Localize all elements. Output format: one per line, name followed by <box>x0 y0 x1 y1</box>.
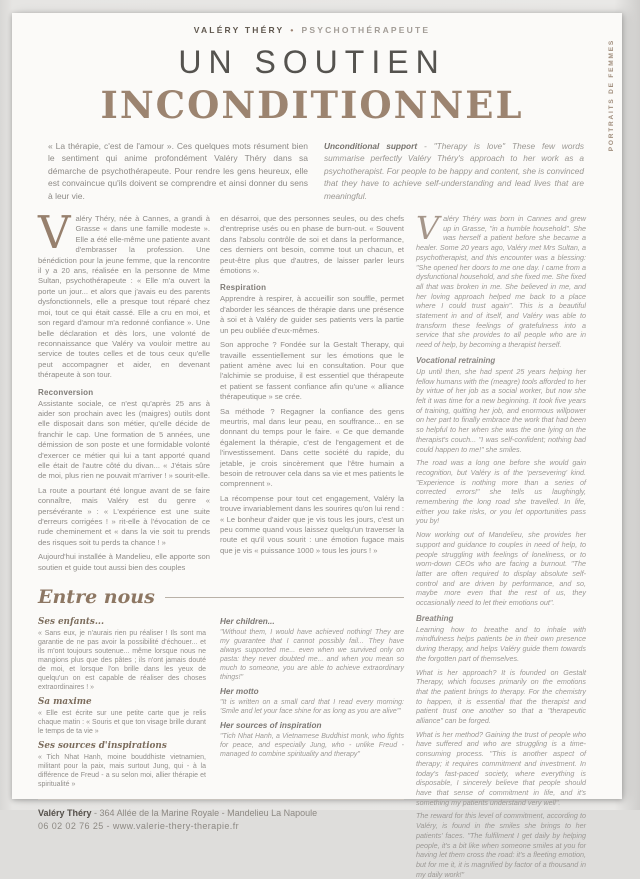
intro-english-lead: Unconditional support <box>324 141 418 151</box>
subheading-vocational-retraining: Vocational retraining <box>416 355 496 365</box>
paragraph: Now working out of Mandelieu, she provides her support and guidance to couples in need of help, to people struggling with feelings of loneliness, or to worn-down CEOs who are facing a burnout. "The latter are often required to display absolute self-control and are driven by performance, and so, maybe more even that the rest of us, they occasionally need to let their emotions out". <box>416 530 586 608</box>
paragraph: « Tich Nhat Hanh, moine bouddhiste vietnamien, militant pour la paix, mais surtout Jung, qui - à la différence de Freud - a su selon moi, allier thérapie et spiritualité » <box>38 754 206 789</box>
contact-footer <box>38 799 404 831</box>
french-column-2 <box>220 214 404 573</box>
footer-rule <box>38 799 404 800</box>
subheading-her-sources: Her sources of inspiration <box>220 721 322 731</box>
paragraph: What is her approach? It is founded on Gestalt Therapy, which focuses primarily on the emotions that the patient brings to therapy. For the chemistry to happen, it is essential that the therapist and patient trust one another so that a "therapeutic alliance" can be forged. <box>416 667 586 726</box>
english-column <box>416 209 586 879</box>
french-columns <box>38 206 404 573</box>
paragraph: Sa méthode ? Regagner la confiance des gens meurtris, mal dans leur peau, en souffrance... en se donnant du temps pour le faire. « Ce que demande également la thérapie, c'est de l'engagement et de l'investissement. Dans cette société du rapide, du jetable, je crois sincèrement que l'être humain a besoin de retrouver cela dans sa vie et mes patients le comprennent ». <box>220 406 404 489</box>
kicker <box>38 25 586 35</box>
paragraph: « Sans eux, je n'aurais rien pu réaliser ! Ils sont ma garantie de ne pas avoir la possibilité d'échouer... et ils m'ont toujours soutenue... même lorsque nous ne mangions plus que des pâtes ; ils n'ont jamais douté de moi, et lorsque l'on brille dans les yeux de quelqu'un on est capable de réaliser des choses extraordinaires ! » <box>38 630 206 692</box>
intro-row <box>48 140 584 202</box>
paragraph: Aujourd'hui installée à Mandelieu, elle apporte son soutien et guide tout aussi bien des couples <box>38 552 210 572</box>
paragraph: Apprendre à respirer, à accueillir son souffle, permet d'aborder les séances de thérapie dans une présence à soi et à Valéry de guider ses patients vers la partie un peu oubliée d'eux-mêmes. <box>220 294 404 335</box>
paragraph-text: aléry Théry was born in Cannes and grew up in Grasse, "in a humble household". She was herself a patient before she became a healer. Some 20 years ago, Valéry met Mrs Sultan, a psychotherapist, and this encounter was a blessing: "She opened her doors to me one day. I came from a dysfunctional household, and she fixed me. She fixed all that was broken in me. She believed in me, and her loving approach helped me back to a place where I could trust again". This is a beautiful statement in and of itself, and Valéry was able to transform these feelings of gratefulness into a service that she provides to all people who are in need of help, by becoming a therapist herself. <box>416 214 586 350</box>
entre-nous-english <box>220 612 404 789</box>
entre-nous-title: Entre nous <box>38 586 155 609</box>
footer-address-line <box>38 808 404 818</box>
intro-english <box>324 140 584 202</box>
paragraph: Assistante sociale, ce n'est qu'après 25 ans à aider son prochain avec les (maigres) outils dont elle disposait dans son métier, qu'elle décide de franchir le cap. Une formation de 5 années, une démission de son poste et une formidable volonté d'exercer ce métier qui lui a tant apporté quand elle était de l'autre côté du divan... « J'étais sûre de moi, plus rien ne pouvait m'arriver ! » sourit-elle. <box>38 398 210 481</box>
person-role: PSYCHOTHÉRAPEUTE <box>301 25 431 35</box>
person-name: VALÉRY THÉRY <box>193 25 285 35</box>
section-margin-label: PORTRAITS DE FEMMES <box>608 39 615 152</box>
french-zone <box>38 206 404 879</box>
paragraph: "It is written on a small card that I read every morning: 'Smile and let your face shine for as long as you are alive'" <box>220 699 404 716</box>
entre-nous-columns <box>38 612 404 789</box>
footer-contact-line: 06 02 02 76 25 - www.valerie-thery-therapie.fr <box>38 821 239 832</box>
entre-nous-rule <box>165 597 404 598</box>
article-title-line2: INCONDITIONNEL <box>100 83 524 127</box>
intro-french: « La thérapie, c'est de l'amour ». Ces quelques mots résument bien le sentiment qui anime profondément Valéry Théry dans sa démarche de psychothérapeute. Pour rendre les gens heureux, elle est convaincue qu'ils doivent se comprendre et ainsi donner du sens à leur vie. <box>48 141 308 201</box>
subheading-ses-enfants: Ses enfants... <box>38 617 105 628</box>
paragraph <box>38 206 210 381</box>
french-column-1 <box>38 206 210 573</box>
subheading-respiration: Respiration <box>220 283 267 293</box>
subheading-breathing: Breathing <box>416 613 454 623</box>
subheading-sa-maxime: Sa maxime <box>38 697 92 708</box>
paragraph: en désarroi, que des personnes seules, ou des chefs d'entreprise usés ou en phase de burn-out. « Souvent dans l'absolu contrôle de soi et dans la performance, ces derniers ont besoin, comme tout un chacun, et peut-être plus que d'autres, de laisser parler leurs émotions ». <box>220 214 404 276</box>
entre-nous-french <box>38 612 206 789</box>
paragraph: Up until then, she had spent 25 years helping her fellow humans with the (meagre) tools afforded to her by virtue of her job as a social worker, but now she felt it was time for a new beginning. It took five years of training, quitting her job, and enormous willpower on her part to finally embrace the work that had been so helpful to her when she was the one lying on the therapist's couch... "I was self-confident; nothing bad could happen to me!" she smiles. <box>416 366 586 454</box>
entre-nous-section <box>38 586 404 789</box>
subheading-her-motto: Her motto <box>220 687 259 697</box>
subheading-her-children: Her children... <box>220 617 275 627</box>
article-body <box>38 206 586 879</box>
subheading-sources-inspirations: Ses sources d'inspirations <box>38 741 167 752</box>
paragraph: « Elle est écrite sur une petite carte que je relis chaque matin : « Souris et que ton visage brille durant le temps de ta vie » <box>38 710 206 736</box>
dropcap-english: V <box>416 209 440 248</box>
paragraph: The road was a long one before she would gain recognition, but Valéry is of the 'persevering' kind. "Experience is nothing more than a series of corrected errors!" she tells us laughingly, remembering the long road she travelled. In life, either you take risks, or you let opportunities pass you by! <box>416 458 586 526</box>
dropcap-french: V <box>38 206 71 260</box>
paragraph: La route a pourtant été longue avant de se faire connaître, mais Valéry est du genre « persévérante » : « L'expérience est une suite d'erreurs corrigées ! » rit-elle à l'évocation de ce rude cheminement et « dans la vie soit tu prends des risques soit tu perds ta chance ! » <box>38 485 210 547</box>
paragraph-text: aléry Théry, née à Cannes, a grandi à Grasse « dans une famille modeste ». Elle a été elle-même une patiente avant d'embrasser la profession. Une bénédiction pour la jeune femme, que la rencontre il y a 20 ans, réalisée en la personne de Mme Sultan, psychothérapeute : « Elle m'a ouvert la porte un jour... et alors que j'avais eu des parents dysfonctionnels, elle a presque tout réparé chez moi, tout ce qui était cassé. Elle a cru en moi, et son regard d'amour m'a redonné confiance ». Une belle déclaration et dès lors, une volonté de reconnaissance que Valéry va vouloir mettre au service de toutes celles et de tous ceux qu'elle peut accompagner et aider, en devenant thérapeute à son tour. <box>38 214 210 380</box>
footer-name: Valéry Théry <box>38 808 92 819</box>
paragraph: The reward for this level of commitment, according to Valéry, is found in the smiles she brings to her patients' faces. "The fulfilment I get daily by helping people, it's a bit like when someone smiles at you for having let them cross the road: it's a fleeting emotion, but for me it, it is magnified by factor of a thousand in my daily work!" <box>416 811 586 879</box>
paragraph <box>416 209 586 350</box>
article-title-line1: UN SOUTIEN <box>178 44 446 80</box>
paragraph: "Without them, I would have achieved nothing! They are my guarantee that I cannot possibly fail... They have always supported me... even when we survived only on pasta: they never doubted me... and when you mean so much to someone, you are able to achieve extraordinary things!" <box>220 629 404 682</box>
paragraph: Learning how to breathe and to inhale with mindfulness helps patients be in their own presence during therapy, and helps Valéry guide them towards the forgotten part of themselves. <box>416 624 586 663</box>
subheading-reconversion: Reconversion <box>38 387 94 397</box>
paragraph: Son approche ? Fondée sur la Gestalt Therapy, qui travaille essentiellement sur les émotions que le patient amène avec lui en consultation. Pour que l'alchimie se produise, il est essentiel que thérapeute et patient se fassent confiance afin qu'une « alliance thérapeutique » se crée. <box>220 340 404 402</box>
paragraph: "Tich Nhat Hanh, a Vietnamese Buddhist monk, who fights for peace, and especially Jung, who - unlike Freud - managed to combine spirituality and therapy" <box>220 733 404 759</box>
paragraph: La récompense pour tout cet engagement, Valéry la trouve invariablement dans les sourires qu'on lui rend : « Le bonheur d'aider que je vis tous les jours, c'est un peu comme quand vous laissez quelqu'un traverser la route et qu'il vous sourit : une émotion fugace mais que je vis « puissance 1000 » tous les jours ! » <box>220 493 404 555</box>
page-content <box>12 13 622 879</box>
bullet-separator: • <box>290 25 296 35</box>
entre-nous-header <box>38 586 404 608</box>
paragraph: What is her method? Gaining the trust of people who have suffered and who are struggling is a time-consuming process. "This is another aspect of therapy; it requires commitment and investment. In today's fast-paced society, where everything is disposable, I sincerely believe that people should have that sense of commitment in life, and it's something my patients understand very well". <box>416 729 586 807</box>
intro-english-text: - "Therapy is love" These few words summarise perfectly Valéry Théry's approach to her work as a psychotherapist. For people to be happy and content, she is convinced that they have to achieve self-understanding and lead lives that are meaningful. <box>324 141 584 201</box>
magazine-page <box>12 13 622 879</box>
footer-address: - 364 Allée de la Marine Royale - Mandelieu La Napoule <box>91 808 318 819</box>
